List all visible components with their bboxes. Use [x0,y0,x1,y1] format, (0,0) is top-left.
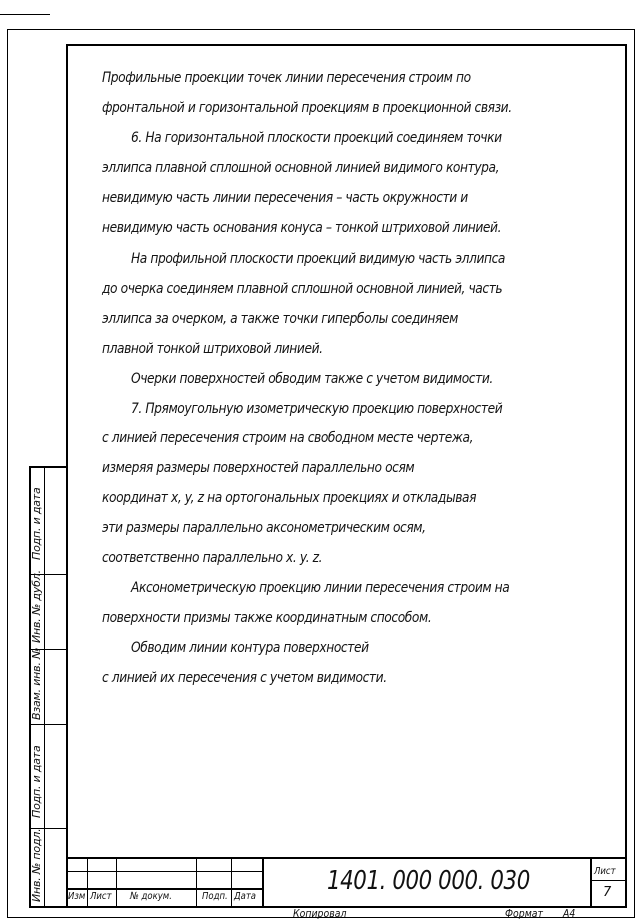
side-strip-divider [44,466,45,908]
text-line: с линией пересечения строим на свободном месте чертежа, [102,429,474,446]
text-line: эллипса за очерком, а также точки гиперболы соединяем [102,310,458,327]
format-label: Формат [505,907,543,920]
col-header-doc-num: № докум. [130,891,172,902]
title-block-header-line [66,888,263,890]
col-header-sign: Подп. [202,891,228,902]
text-line: измеряя размеры поверхностей параллельно осям [102,459,415,476]
title-block-col-line [231,857,232,908]
sheet-label: Лист [594,866,616,877]
text-line: соответственно параллельно x. y. z. [102,549,323,566]
text-line: 6. На горизонтальной плоскости проекций соединяем точки [131,129,502,146]
text-line: фронтальной и горизонтальной проекциям в проекционной связи. [102,99,512,116]
title-block-row-line [66,871,263,872]
title-block-col-line [116,857,117,908]
text-line: эти размеры параллельно аксонометрическим осям, [102,519,426,536]
text-line: Очерки поверхностей обводим также с учетом видимости. [131,370,493,387]
side-strip-row-divider [29,724,66,725]
text-line: невидимую часть линии пересечения – часть окружности и [102,189,468,206]
title-block-top-line [66,857,627,859]
title-block-col-line [590,857,592,908]
text-line: плавной тонкой штриховой линией. [102,340,323,357]
side-label-dup-inv: Инв. № дубл. [30,570,43,643]
side-label-sign-date-2: Подп. и дата [30,745,43,818]
sheet-cell-line [590,880,627,881]
text-line: Аксонометрическую проекцию линии пересечения строим на [131,579,510,596]
text-line: поверхности призмы также координатным способом. [102,609,432,626]
text-line: Профильные проекции точек линии пересечения строим по [102,69,471,86]
text-line: невидимую часть основания конуса – тонкой штриховой линией. [102,219,502,236]
format-value: А4 [563,907,576,920]
document-number: 1401. 000 000. 030 [327,866,530,896]
col-header-sheet: Лист [90,891,112,902]
title-block-col-line [87,857,88,908]
side-label-orig-inv: Инв. № подл. [30,828,43,902]
title-block-col-line [196,857,197,908]
text-line: эллипса плавной сплошной основной линией видимого контура, [102,159,500,176]
text-line: до очерка соединяем плавной сплошной основной линией, часть [102,280,503,297]
text-line: На профильной плоскости проекций видимую часть эллипса [131,250,506,267]
col-header-change: Изм [68,891,86,902]
text-line: Обводим линии контура поверхностей [131,639,369,656]
sheet-number: 7 [603,885,612,900]
top-corner-line [0,14,50,15]
side-label-sign-date-1: Подп. и дата [30,487,43,560]
col-header-date: Дата [234,891,257,902]
title-block-col-line [262,857,264,908]
text-line: с линией их пересечения с учетом видимости. [102,669,387,686]
copied-label: Копировал [293,907,347,920]
text-line: 7. Прямоугольную изометрическую проекцию поверхностей [131,400,503,417]
side-label-replace-inv: Взам. инв. № [30,647,43,720]
text-line: координат x, y, z на ортогональных проекциях и откладывая [102,489,477,506]
